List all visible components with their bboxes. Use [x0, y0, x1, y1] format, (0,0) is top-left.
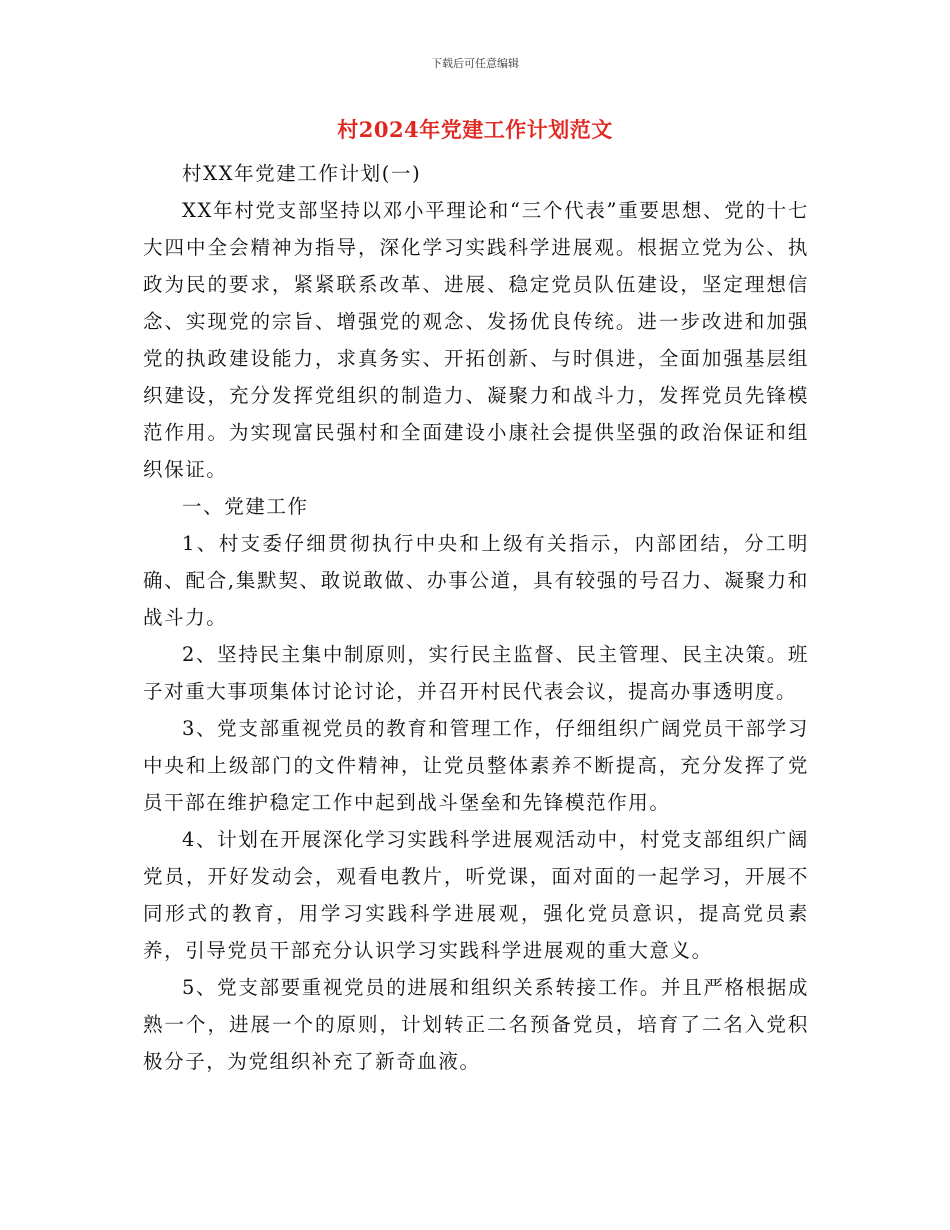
intro-paragraph: XX年村党支部坚持以邓小平理论和“三个代表”重要思想、党的十七大四中全会精神为指导，深化学习实践科学进展观。根据立党为公、执政为民的要求，紧紧联系改革、进展、稳定党员队伍建设，坚定理想信念、实现党的宗旨、增强党的观念、发扬优良传统。进一步改进和加强党的执政建设能力，求真务实、开拓创新、与时俱进，全面加强基层组织建设，充分发挥党组织的制造力、凝聚力和战斗力，发挥党员先锋模范作用。为实现富民强村和全面建设小康社会提供坚强的政治保证和组织保证。 [143, 199, 809, 481]
item-paragraph-2: 2、坚持民主集中制原则，实行民主监督、民主管理、民主决策。班子对重大事项集体讨论讨论，并召开村民代表会议，提高办事透明度。 [143, 643, 809, 703]
section-heading: 一、党建工作 [182, 495, 309, 518]
document-body [143, 155, 809, 1080]
item-paragraph-4: 4、计划在开展深化学习实践科学进展观活动中，村党支部组织广阔党员，开好发动会，观看电教片，听党课，面对面的一起学习，开展不同形式的教育，用学习实践科学进展观，强化党员意识，提高党员素养，引导党员干部充分认识学习实践科学进展观的重大意义。 [143, 828, 809, 962]
header-note: 下载后可任意编辑 [431, 57, 519, 70]
item-paragraph-5: 5、党支部要重视党员的进展和组织关系转接工作。并且严格根据成熟一个，进展一个的原则，计划转正二名预备党员，培育了二名入党积极分子，为党组织补充了新奇血液。 [143, 976, 809, 1073]
item-paragraph-3: 3、党支部重视党员的教育和管理工作，仔细组织广阔党员干部学习中央和上级部门的文件精神，让党员整体素养不断提高，充分发挥了党员干部在维护稳定工作中起到战斗堡垒和先锋模范作用。 [143, 717, 809, 814]
subtitle-paragraph: 村XX年党建工作计划(一) [182, 162, 422, 185]
document-title: 村2024年党建工作计划范文 [337, 117, 613, 142]
item-paragraph-1: 1、村支委仔细贯彻执行中央和上级有关指示，内部团结，分工明确、配合,集默契、敢说敢做、办事公道，具有较强的号召力、凝聚力和战斗力。 [143, 532, 809, 629]
